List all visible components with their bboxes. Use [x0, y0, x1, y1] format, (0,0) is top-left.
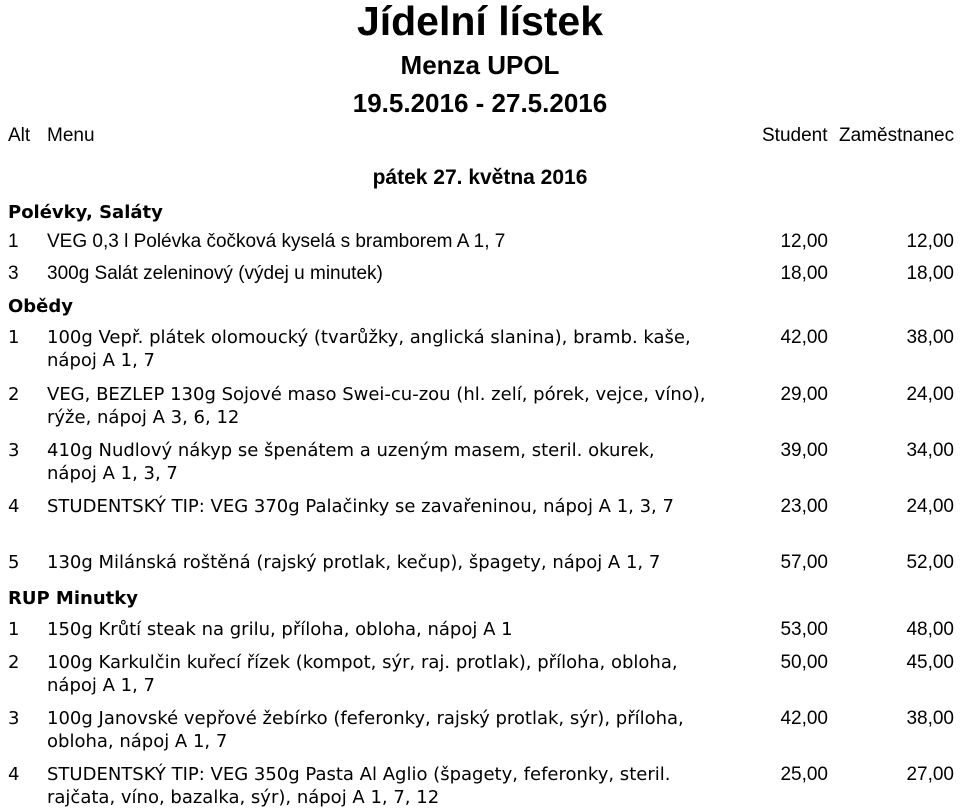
price-student: 42,00: [780, 708, 828, 729]
page-title: Jídelní lístek: [356, 0, 604, 44]
price-student: 50,00: [780, 652, 828, 673]
price-student: 29,00: [780, 384, 828, 405]
item-description: VEG, BEZLEP 130g Sojové maso Swei-cu-zou (hl. zelí, pórek, vejce, víno), rýže, nápoj A 3, 6, 12: [47, 384, 706, 428]
day-heading: pátek 27. května 2016: [372, 166, 588, 189]
item-description: VEG 0,3 l Polévka čočková kyselá s bramborem A 1, 7: [47, 231, 506, 252]
canteen-name: Menza UPOL: [400, 50, 560, 80]
price-student: 18,00: [780, 263, 828, 284]
item-description: 410g Nudlový nákyp se špenátem a uzeným masem, steril. okurek, nápoj A 1, 3, 7: [47, 440, 655, 484]
price-employee: 12,00: [906, 231, 954, 252]
price-employee: 38,00: [906, 327, 954, 348]
item-number: 2: [8, 652, 20, 673]
item-description: 100g Vepř. plátek olomoucký (tvarůžky, anglická slanina), bramb. kaše, nápoj A 1, 7: [47, 327, 691, 371]
item-description: 300g Salát zeleninový (výdej u minutek): [47, 263, 383, 284]
item-number: 1: [8, 327, 20, 348]
item-number: 3: [8, 440, 20, 461]
item-description: STUDENTSKÝ TIP: VEG 350g Pasta Al Aglio (špagety, feferonky, steril. rajčata, víno, bazalka, sýr), nápoj A 1, 7, 12: [47, 764, 671, 808]
item-number: 4: [8, 496, 20, 517]
price-employee: 34,00: [906, 440, 954, 461]
section-lunches-title: Obědy: [8, 296, 74, 317]
item-number: 5: [8, 552, 20, 573]
section-minutes-title: RUP Minutky: [8, 588, 138, 609]
price-employee: 27,00: [906, 764, 954, 785]
price-employee: 52,00: [906, 552, 954, 573]
price-employee: 38,00: [906, 708, 954, 729]
item-number: 1: [8, 619, 20, 640]
item-description: 150g Krůtí steak na grilu, příloha, obloha, nápoj A 1: [47, 619, 513, 640]
price-student: 53,00: [780, 619, 828, 640]
price-employee: 45,00: [906, 652, 954, 673]
price-employee: 48,00: [906, 619, 954, 640]
item-description: 130g Milánská roštěná (rajský protlak, kečup), špagety, nápoj A 1, 7: [47, 552, 661, 573]
column-student: Student: [762, 125, 828, 146]
item-number: 2: [8, 384, 20, 405]
item-description: STUDENTSKÝ TIP: VEG 370g Palačinky se zavařeninou, nápoj A 1, 3, 7: [47, 496, 674, 517]
section-soups-title: Polévky, Saláty: [8, 202, 163, 223]
item-number: 1: [8, 231, 19, 252]
price-employee: 18,00: [906, 263, 954, 284]
price-student: 25,00: [780, 764, 828, 785]
price-student: 23,00: [780, 496, 828, 517]
date-range: 19.5.2016 - 27.5.2016: [352, 88, 608, 118]
column-alt: Alt: [8, 125, 31, 146]
price-employee: 24,00: [906, 384, 954, 405]
price-student: 12,00: [780, 231, 828, 252]
item-number: 3: [8, 708, 20, 729]
column-employee: Zaměstnanec: [839, 125, 955, 146]
item-description: 100g Karkulčin kuřecí řízek (kompot, sýr, raj. protlak), příloha, obloha, nápoj A 1, 7: [47, 652, 678, 696]
price-student: 42,00: [780, 327, 828, 348]
item-number: 4: [8, 764, 20, 785]
item-description: 100g Janovské vepřové žebírko (feferonky, rajský protlak, sýr), příloha, obloha, nápoj A 1, 7: [47, 708, 684, 752]
column-menu: Menu: [47, 125, 95, 146]
item-number: 3: [8, 263, 19, 284]
price-student: 39,00: [780, 440, 828, 461]
price-student: 57,00: [780, 552, 828, 573]
price-employee: 24,00: [906, 496, 954, 517]
